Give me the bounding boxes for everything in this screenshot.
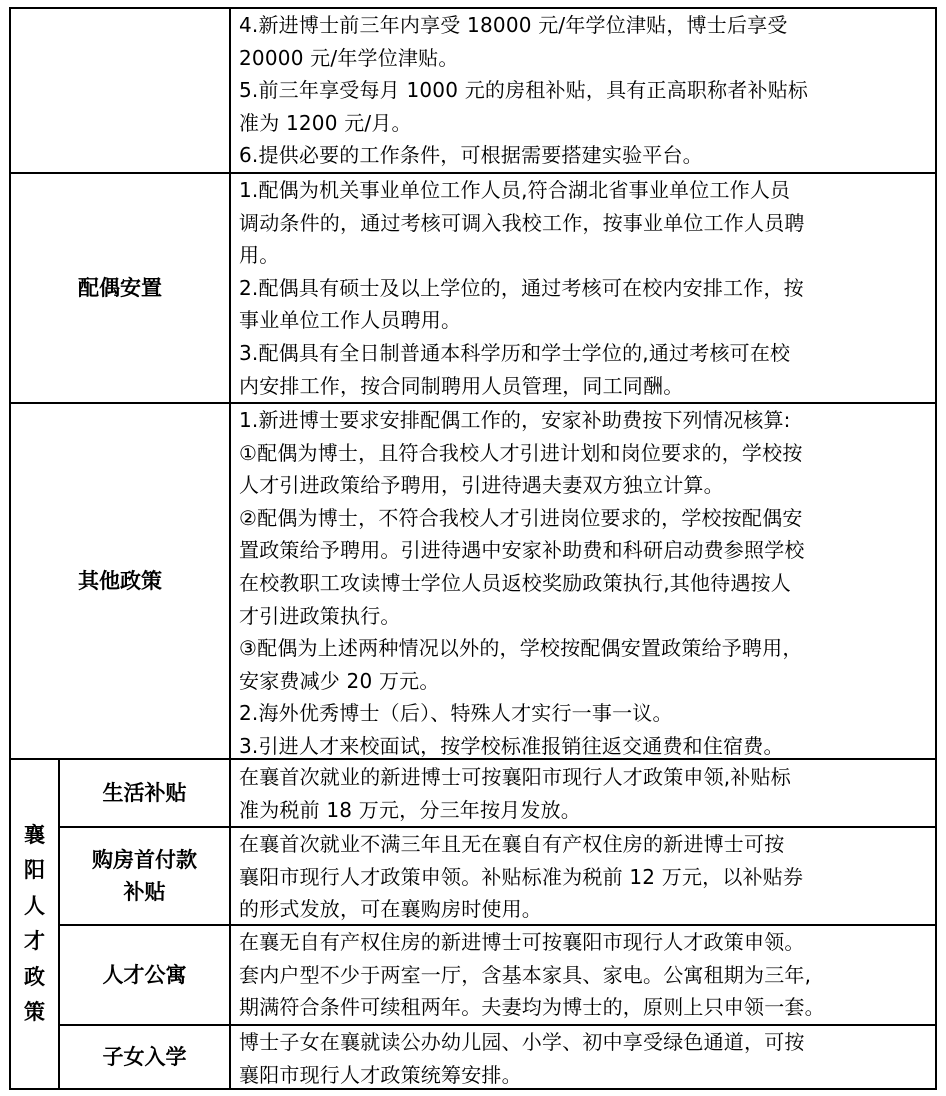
row-content xyxy=(231,174,935,402)
text-line: 内安排工作，按合同制聘用人员管理，同工同酬。 xyxy=(239,373,684,398)
text-line: 20000 元/年学位津贴。 xyxy=(239,45,459,70)
text-line: 4.新进博士前三年内享受 18000 元/年学位津贴，博士后享受 xyxy=(239,13,788,37)
text-line: 在襄首次就业不满三年且无在襄自有产权住房的新进博士可按 xyxy=(239,832,785,856)
subrow-content xyxy=(231,828,935,926)
text-line: 准为 1200 元/月。 xyxy=(239,110,412,135)
text-line: 置政策给予聘用。引进待遇中安家补助费和科研启动费参照学校 xyxy=(239,538,805,563)
text-line: 安家费减少 20 万元。 xyxy=(239,668,440,693)
text-line: 套内户型不少于两室一厅，含基本家具、家电。公寓租期为三年, xyxy=(239,962,812,987)
subrow-label-line: 补贴 xyxy=(123,880,166,904)
text-line: 6.提供必要的工作条件，可根据需要搭建实验平台。 xyxy=(239,143,703,168)
text-line: 襄阳市现行人才政策申领。补贴标准为税前 12 万元，以补贴券 xyxy=(239,864,804,889)
text-line: 1.新进博士要求安排配偶工作的，安家补助费按下列情况核算: xyxy=(239,408,791,432)
text-line: 才引进政策执行。 xyxy=(239,603,401,628)
row-label: 配偶安置 xyxy=(78,276,162,300)
subrow-content xyxy=(231,926,935,1024)
group-label-char: 人 xyxy=(24,893,45,918)
text-line: 1.配偶为机关事业单位工作人员,符合湖北省事业单位工作人员 xyxy=(239,178,791,202)
text-line: 在襄首次就业的新进博士可按襄阳市现行人才政策申领,补贴标 xyxy=(239,765,791,789)
row-label: 其他政策 xyxy=(78,569,162,593)
text-line: 襄阳市现行人才政策统筹安排。 xyxy=(239,1062,522,1087)
subrow-content xyxy=(231,1026,935,1091)
text-line: 的形式发放，可在襄购房时使用。 xyxy=(239,897,542,922)
text-line: 5.前三年享受每月 1000 元的房租补贴，具有正高职称者补贴标 xyxy=(239,78,809,103)
text-line: ②配偶为博士，不符合我校人才引进岗位要求的，学校按配偶安 xyxy=(239,505,803,530)
text-line: 3.配偶具有全日制普通本科学历和学士学位的,通过考核可在校 xyxy=(239,340,791,365)
text-line: 在校教职工攻读博士学位人员返校奖励政策执行,其他待遇按人 xyxy=(239,570,791,595)
subrow-label: 生活补贴 xyxy=(102,781,187,805)
group-label-char: 政 xyxy=(24,964,45,989)
text-line: 期满符合条件可续租两年。夫妻均为博士的，原则上只申领一套。 xyxy=(239,995,825,1020)
text-line: 在襄无自有产权住房的新进博士可按襄阳市现行人才政策申领。 xyxy=(239,930,805,954)
text-line: 人才引进政策给予聘用，引进待遇夫妻双方独立计算。 xyxy=(239,473,724,498)
row-label xyxy=(11,9,229,172)
group-label-char: 才 xyxy=(24,929,45,953)
group-label-char: 策 xyxy=(24,1000,45,1024)
text-line: 调动条件的，通过考核可调入我校工作，按事业单位工作人员聘 xyxy=(239,210,805,235)
subrow-label-line: 购房首付款 xyxy=(92,848,197,872)
text-line: 事业单位工作人员聘用。 xyxy=(239,308,462,333)
group-label-vertical xyxy=(11,760,58,1088)
subrow-content xyxy=(231,761,935,826)
text-line: 2.海外优秀博士（后）、特殊人才实行一事一议。 xyxy=(239,701,673,726)
text-line: ①配偶为博士，且符合我校人才引进计划和岗位要求的，学校按 xyxy=(239,440,803,465)
subrow-label xyxy=(60,828,229,924)
table-border-right xyxy=(935,7,937,1090)
group-label-char: 襄 xyxy=(24,822,45,847)
subrow-label: 人才公寓 xyxy=(102,963,187,987)
text-line: 用。 xyxy=(239,243,280,268)
row-content xyxy=(231,404,935,763)
row-content xyxy=(231,9,935,172)
group-label-char: 阳 xyxy=(24,858,45,882)
subrow-label: 子女入学 xyxy=(102,1045,187,1069)
text-line: 3.引进人才来校面试，按学校标准报销往返交通费和住宿费。 xyxy=(239,733,784,758)
text-line: ③配偶为上述两种情况以外的，学校按配偶安置政策给予聘用， xyxy=(239,636,803,661)
text-line: 博士子女在襄就读公办幼儿园、小学、初中享受绿色通道，可按 xyxy=(239,1030,805,1054)
text-line: 2.配偶具有硕士及以上学位的，通过考核可在校内安排工作，按 xyxy=(239,275,804,300)
text-line: 准为税前 18 万元，分三年按月发放。 xyxy=(239,797,581,822)
